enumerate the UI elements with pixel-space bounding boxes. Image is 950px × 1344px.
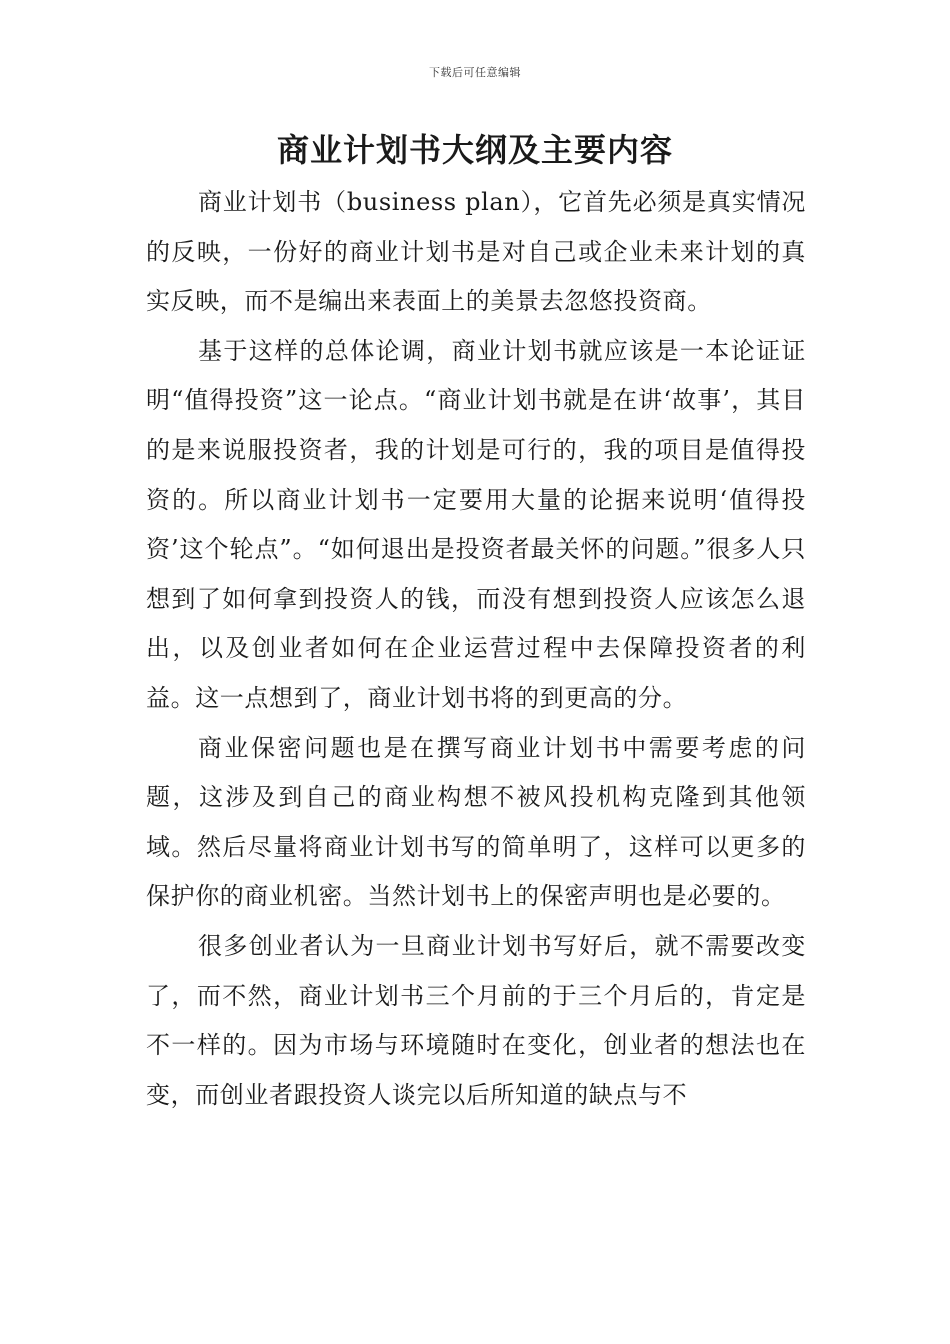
paragraph-2: 基于这样的总体论调，商业计划书就应该是一本论证证明“值得投资”这一论点。“商业计划书就是在讲‘故事’，其目的是来说服投资者，我的计划是可行的，我的项目是值得投资的。所以商业计划书一定要用大量的论据来说明‘值得投资’这个轮点”。“如何退出是投资者最关怀的问题。”很多人只想到了如何拿到投资人的钱，而没有想到投资人应该怎么退出，以及创业者如何在企业运营过程中去保障投资者的利益。这一点想到了，商业计划书将的到更高的分。 — [146, 336, 806, 712]
document-title: 商业计划书大纲及主要内容 — [276, 131, 673, 169]
paragraph-3: 商业保密问题也是在撰写商业计划书中需要考虑的问题，这涉及到自己的商业构想不被风投机构克隆到其他领域。然后尽量将商业计划书写的简单明了，这样可以更多的保护你的商业机密。当然计划书上的保密声明也是必要的。 — [146, 733, 806, 911]
body-text — [146, 178, 806, 1120]
header-note: 下载后可任意编辑 — [429, 66, 521, 79]
paragraph-1: 商业计划书（business plan），它首先必须是真实情况的反映，一份好的商业计划书是对自己或企业未来计划的真实反映，而不是编出来表面上的美景去忽悠投资商。 — [146, 188, 806, 316]
paragraph-4: 很多创业者认为一旦商业计划书写好后，就不需要改变了，而不然，商业计划书三个月前的于三个月后的，肯定是不一样的。因为市场与环境随时在变化，创业者的想法也在变，而创业者跟投资人谈完以后所知道的缺点与不 — [146, 931, 806, 1109]
